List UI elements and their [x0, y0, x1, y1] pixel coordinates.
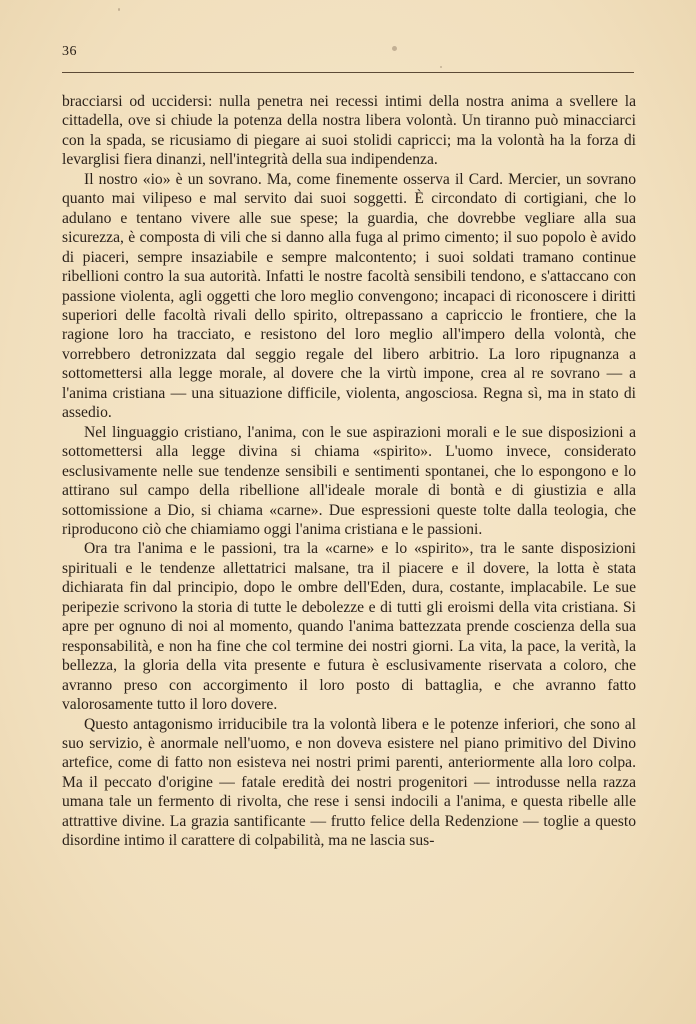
paragraph: Ora tra l'anima e le passioni, tra la «carne» e lo «spirito», tra le sante disposizioni spirituali e le tendenze allettatrici malsane, tra il piacere e il dovere, la lotta è stata dichiarata fin dal principio, dopo le ombre dell'Eden, dura, costante, implacabile. Le sue peripezie scrivono la storia di tutte le debolezze e di tutti gli eroismi della vita cristiana. Si apre per ognuno di noi al momento, quando l'anima battezzata prende coscienza della sua responsabilità, e non ha fine che col termine dei nostri giorni. La vita, la pace, la verità, la bellezza, la gloria della vita presente e futura è esclusivamente riservata a coloro, che avranno preso con accorgimento il loro posto di battaglia, e che avranno fatto valorosamente tutto il loro dovere.: [62, 540, 636, 714]
body-text: [62, 92, 636, 851]
paragraph: bracciarsi od uccidersi: nulla penetra nei recessi intimi della nostra anima a svellere la cittadella, ove si chiude la potenza della nostra libera volontà. Un tiranno può minacciarci con la spada, se ricusiamo di piegare ai suoi stolidi capricci; ma la volontà ha la forza di levarglisi fiera dinanzi, nell'integrità della sua indipendenza.: [62, 93, 636, 169]
paper-speck: [440, 66, 442, 68]
paragraph: Nel linguaggio cristiano, l'anima, con le sue aspirazioni morali e le sue disposizioni a sottomettersi alla legge divina si chiama «spirito». L'uomo invece, considerato esclusivamente nelle sue tendenze sensibili e sentimenti spontanei, che lo espongono e lo attirano sul campo della ribellione all'ideale morale di bontà e di giustizia e alla sottomissione a Dio, si chiama «carne». Due espressioni queste tolte dalla teologia, che riproducono ciò che chiamiamo oggi l'anima cristiana e le passioni.: [62, 423, 636, 538]
paragraph: Questo antagonismo irriducibile tra la volontà libera e le potenze inferiori, che sono al suo servizio, è anormale nell'uomo, e non doveva esistere nel piano primitivo del Divino artefice, come di fatto non esisteva nei nostri primi parenti, anteriormente alla loro colpa. Ma il peccato d'origine — fatale eredità dei nostri progenitori — introdusse nella razza umana tale un fermento di rivolta, che rese i sensi indocili a l'anima, e questa ribelle alle attrattive divine. La grazia santificante — frutto felice della Redenzione — toglie a questo disordine intimo il carattere di colpabilità, ma ne lascia sus-: [62, 715, 636, 850]
header-rule: [62, 72, 634, 73]
page-number: 36: [62, 44, 77, 59]
paper-speck: [392, 46, 397, 51]
paper-speck: [118, 8, 120, 11]
paragraph: Il nostro «io» è un sovrano. Ma, come finemente osserva il Card. Mercier, un sovrano quanto mai vilipeso e mal servito dai suoi soggetti. È circondato di cortigiani, che lo adulano e tentano vivere alle sue spese; la guardia, che dovrebbe vegliare alla sua sicurezza, è composta di vili che si danno alla fuga al primo cimento; il suo popolo è avido di piaceri, sempre insaziabile e sempre malcontento; i suoi soldati tramano continue ribellioni contro la sua autorità. Infatti le nostre facoltà sensibili tendono, e s'attaccano con passione violenta, agli oggetti che loro meglio convengono; incapaci di riconoscere i diritti superiori delle facoltà rivali dello spirito, oltrepassano a capriccio le frontiere, che la ragione loro ha tracciato, e resistono del loro meglio all'impero della volontà, che vorrebbero detronizzata dal seggio regale del libero arbitrio. La loro ripugnanza a sottomettersi alla legge morale, al dovere che la virtù impone, crea al re sovrano — a l'anima cristiana — una situazione difficile, violenta, angosciosa. Regna sì, ma in stato di assedio.: [62, 170, 636, 422]
